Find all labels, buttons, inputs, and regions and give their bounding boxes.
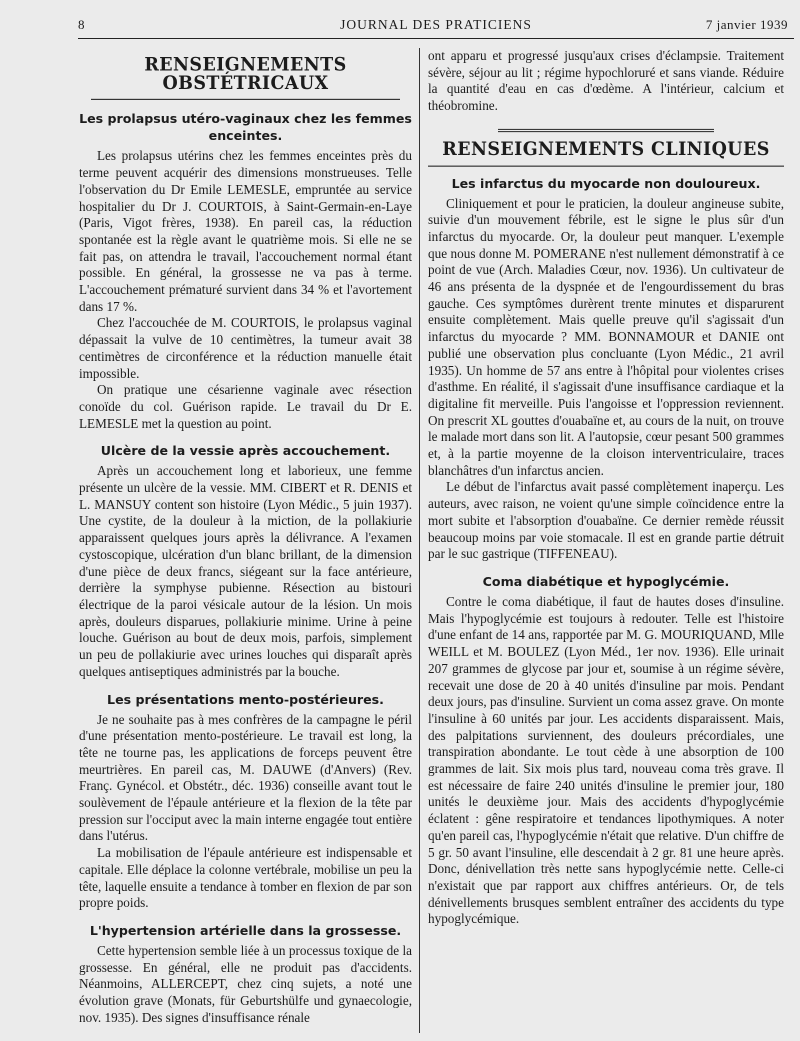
- article-paragraph: Je ne souhaite pas à mes confrères de la campagne le péril d'une présentation mento-postérieure. Le travail est long, la tête ne tourne pas, les applications de forceps peuvent être meurtrières. En pareil cas, M. DAUWE (d'Anvers) (Rev. Franç. Gynécol. et Obstétr., déc. 1936) conseille avant tout le soulèvement de l'épaule antérieure et la flexion de la tête par pression sur l'occiput avec la main interne engagée tout entière dans l'utérus.: [79, 711, 412, 844]
- article-paragraph: Les prolapsus utérins chez les femmes enceintes près du terme peuvent acquérir des dimensions monstrueuses. Telle l'observation du Dr Emile LEMESLE, empruntée au service hospitalier du Dr J. COURTOIS, à Saint-Germain-en-Laye (Paris, Vigot frères, 1938). En pareil cas, la réduction spontanée est la règle avant le quatrième mois. Si elle ne se fait pas, on attendra le travail, l'accouchement normal étant possible. En général, la grossesse ne va pas à terme. L'accouchement prématuré survient dans 34 % et l'avortement dans 17 %.: [79, 148, 412, 314]
- article-paragraph: La mobilisation de l'épaule antérieure est indispensable et capitale. Elle déplace la colonne vertébrale, mobilise un peu la tête, laquelle ensuite a tendance à tomber en flexion de par son propre poids.: [79, 845, 412, 911]
- article-title-ulcere: Ulcère de la vessie après accouchement.: [100, 443, 391, 459]
- article-title-presentations: Les présentations mento-postérieures.: [107, 691, 384, 707]
- article-paragraph: Chez l'accouchée de M. COURTOIS, le prolapsus vaginal dépassait la vulve de 10 centimètres, la tumeur avait 38 centimètres de circonférence et la réduction manuelle était impossible.: [79, 315, 412, 381]
- issue-date: 7 janvier 1939: [705, 17, 788, 32]
- section-heading-clinical-label: RENSEIGNEMENTS CLINIQUES: [442, 138, 770, 161]
- article-title-infarctus: Les infarctus du myocarde non douloureux.: [451, 175, 761, 191]
- right-column: [428, 48, 784, 928]
- page-number: 8: [78, 17, 85, 32]
- article-paragraph: Le début de l'infarctus avait passé complètement inaperçu. Les auteurs, avec raison, ne voient qu'une simple coïncidence entre la mort subite et l'absorption d'ouabaïne. Ce dernier remède réussit beaucoup moins par voie stomacale. Il est en grande partie détruit par le suc gastrique (TIFFENEAU).: [428, 479, 784, 562]
- left-column: [79, 50, 412, 1026]
- article-paragraph: Après un accouchement long et laborieux, une femme présente un ulcère de la vessie. MM. CIBERT et R. DENIS et L. MANSUY content son histoire (Lyon Médic., 5 juin 1937). Une cystite, de la douleur à la miction, de la pollakiurie apparaissent quelques jours après la délivrance. A l'examen cystoscopique, ulcération d'un blanc brillant, de la dimension d'une pièce de deux francs, siégeant sur la face antérieure, derrière la symphyse pubienne. Résection au bistouri électrique de la paroi vésicale autour de la lésion. Un mois après, douleurs disparues, pollakiurie minime. Urine à peine louche. Guérison au bout de deux mois, parfois, simplement un peu de pollakiurie avec urines louches qui disparaît après quelques antiseptiques administrés par la bouche.: [79, 463, 412, 679]
- article-paragraph: Contre le coma diabétique, il faut de hautes doses d'insuline. Mais l'hypoglycémie est toujours à redouter. Telle est l'histoire d'une enfant de 14 ans, rapportée par M. G. MOURIQUAND, Mlle WEILL et M. BOULEZ (Lyon Méd., 1er nov. 1936). Elle urinait 207 grammes de glycose par jour et, soumise à un régime sévère, recevait une dose de 20 à 40 unités d'insuline par mois. Pendant deux jours, pas d'insuline. Survient un coma assez grave. On monte l'insuline à 60 unités par jour. Les accidents disparaissent. Mais, des palpitations surviennent, des douleurs précordiales, une transpiration abondante. Le tout cède à une absorption de 100 grammes de lait. Six mois plus tard, nouveau coma très grave. Il est nécessaire de faire 240 unités d'insuline le premier jour, 180 unités le deuxième jour. Mais des accidents d'hypoglycémie éclatent : gêne respiratoire et tendances lipothymiques. A noter qu'en pareil cas, l'hypoglycémie n'était que relative. D'un chiffre de 5 gr. 50 avant l'insuline, elle descendait à 2 gr. 81 une heure après. Donc, dénivellation très nette sans hypoglycémie nette. Celle-ci n'existait que par rapport aux chiffres antérieurs. Or, de tels dénivellements brusques semblent entraîner des accidents du type hypoglycémique.: [428, 593, 784, 927]
- article-paragraph: Cliniquement et pour le praticien, la douleur angineuse subite, suivie d'un mouvement fébrile, est le signe le plus sûr d'un infarctus du myocarde. Or, la douleur peut manquer. L'exemple que nous donne M. POMERANE n'est nullement démonstratif à ce point de vue (Arch. Maladies Cœur, nov. 1936). Un cultivateur de 46 ans présenta de la dyspnée et de l'engourdissement du bras gauche. Ces symptômes durèrent trente minutes et disparurent ensuite complètement. Mais quelle preuve qu'il s'agissait d'un infarctus du myocarde ? MM. BONNAMOUR et DANIE ont publié une observation plus concluante (Lyon Médic., 21 avril 1935). Un homme de 57 ans entre à l'hôpital pour violentes crises d'asthme. En réalité, il s'agissait d'une insuffisance cardiaque et la digitaline fit merveille. Puis l'angoisse et l'oppression reviennent. On prescrit XL gouttes d'ouabaïne et, au cours de la nuit, on trouve le malade mort dans son lit. A l'autopsie, cœur pesant 500 grammes et, à la partie moyenne de la cloison interventriculaire, traces blanchâtres d'un infarctus ancien.: [428, 195, 784, 478]
- article-paragraph: Cette hypertension semble liée à un processus toxique de la grossesse. En général, elle ne produit pas d'accidents. Néanmoins, ALLERCEPT, chez cinq sujets, a noté une évolution grave (Monats, für Geburtshülfe und gynaecologie, nov. 1935). Des signes d'insuffisance rénale: [79, 942, 412, 1025]
- article-title-hypertension: L'hypertension artérielle dans la grossesse.: [89, 922, 402, 938]
- section-heading-clinical: [428, 121, 784, 166]
- column-divider: [419, 48, 420, 1033]
- continued-paragraph: ont apparu et progressé jusqu'aux crises d'éclampsie. Traitement sévère, séjour au lit ; régime hypochloruré et sans viande. Réduire la quantité d'eau en cas d'œdème. A l'intérieur, calcium et théobromine.: [428, 48, 784, 114]
- journal-title: JOURNAL DES PRATICIENS: [340, 17, 532, 32]
- article-title-coma: Coma diabétique et hypoglycémie.: [482, 573, 730, 589]
- article-title-prolapsus: Les prolapsus utéro-vaginaux chez les femmes enceintes.: [79, 111, 412, 144]
- page-header: [78, 14, 794, 39]
- article-paragraph: On pratique une césarienne vaginale avec résection conoïde du col. Guérison rapide. Le travail du Dr E. LEMESLE met la question au point.: [79, 382, 412, 431]
- section-heading-obstetric: RENSEIGNEMENTS OBSTÉTRICAUX: [91, 48, 400, 100]
